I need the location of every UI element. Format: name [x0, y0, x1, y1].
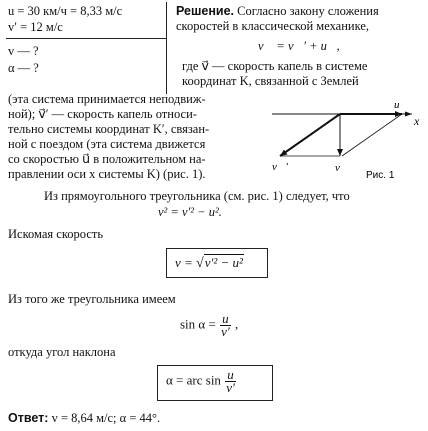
solution-line-3: где v⃗ — скорость капель в системе [182, 59, 368, 73]
given-v-prime: v′ = 12 м/с [8, 20, 63, 34]
same-triangle-text: Из того же треугольника имеем [8, 292, 176, 306]
parallelogram-side-right [342, 114, 402, 156]
vector-v-prime-label: v⃗′ [272, 161, 288, 173]
answer-line [8, 411, 160, 426]
vector-v-label: v⃗ [335, 162, 349, 174]
sin-comma: , [234, 316, 239, 332]
vector-u-label: u⃗ [394, 99, 409, 111]
vector-sum-equation: v⃗ = v⃗′ + u⃗, [258, 39, 340, 53]
solution-line-4: координат K, связанной с Землей [182, 74, 359, 88]
sqrt-icon: √ [196, 256, 204, 271]
alpha-lhs: α = arc sin [166, 372, 221, 388]
solution-line-7: тельно системы координат K′, связан- [8, 122, 210, 136]
given-u: u = 30 км/ч = 8,33 м/с [8, 4, 123, 18]
sin-formula [180, 313, 238, 338]
sin-lhs: sin α = [180, 316, 216, 332]
triangle-equation: v² = v′² − u². [158, 205, 222, 219]
alpha-fraction [224, 369, 237, 394]
solution-line-5: (эта система принимается неподвиж- [8, 92, 206, 106]
formula-alpha-box [157, 365, 273, 401]
solution-line-1-text: Согласно закону сложения [234, 4, 379, 18]
solution-line-6: ной); v⃗′ — скорость капель относи- [8, 107, 197, 121]
formula-alpha [166, 369, 237, 394]
sin-denominator: v′ [221, 324, 230, 339]
hence-text: откуда угол наклона [8, 345, 116, 359]
formula-v [175, 255, 244, 272]
solution-line-9: со скоростью u⃗ в положительном на- [8, 152, 206, 166]
find-alpha: α — ? [8, 61, 39, 75]
solution-line-10: правлении оси x системы K) (рис. 1). [8, 167, 206, 181]
answer-text: v = 8,64 м/с; α = 44°. [48, 411, 161, 425]
given-vertical-divider [166, 2, 167, 94]
find-v: v — ? [8, 44, 39, 58]
vector-v-prime [280, 114, 340, 156]
alpha-numerator: u [227, 367, 234, 382]
x-axis-arrow-icon [405, 112, 412, 117]
vector-diagram [262, 92, 426, 180]
alpha-denominator: v′ [226, 380, 235, 395]
formula-v-box [166, 248, 268, 278]
given-divider [6, 38, 166, 39]
solution-line-2: скоростей в классической механике, [176, 19, 370, 33]
triangle-text: Из прямоугольного треугольника (см. рис. 1) следует, что [44, 189, 350, 203]
solution-label: Решение. [176, 4, 235, 18]
answer-label: Ответ: [8, 411, 49, 425]
solution-line-8: ной с поездом (эта система движется [8, 137, 206, 151]
sin-fraction [219, 313, 232, 338]
solution-line-1 [176, 4, 379, 19]
x-axis-label: x [414, 114, 420, 128]
sin-numerator: u [222, 311, 229, 326]
seek-speed-text: Искомая скорость [8, 227, 104, 241]
formula-v-radicand: v′² − u² [204, 255, 243, 270]
formula-v-lhs: v = [175, 255, 193, 270]
figure-caption: Рис. 1 [366, 170, 395, 180]
